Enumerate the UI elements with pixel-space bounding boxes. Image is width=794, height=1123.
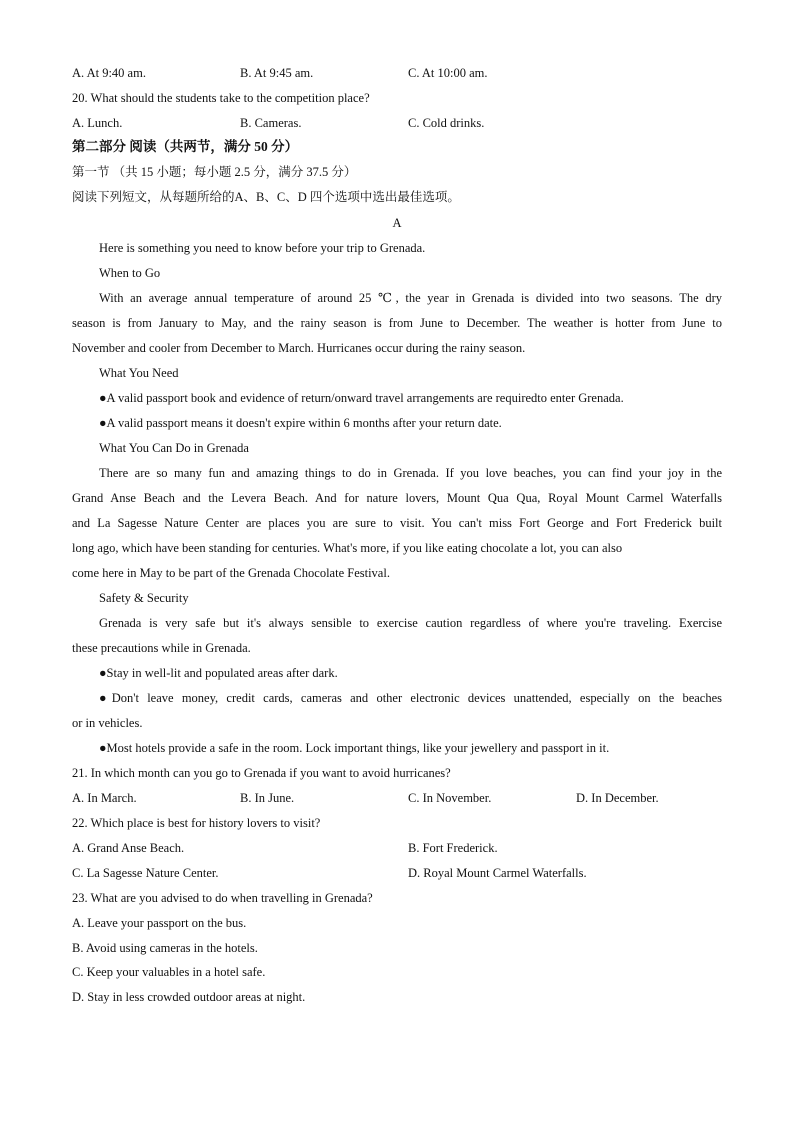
q21-option-b: B. In June. xyxy=(240,791,295,805)
need-bullet-1: ●A valid passport book and evidence of return/onward travel arrangements are requiredto enter Grenada. xyxy=(99,391,624,405)
q19-option-a: A. At 9:40 am. xyxy=(72,66,146,80)
when-line-2: season is from January to May, and the rainy season is from June to December. The weather is hotter from June to xyxy=(72,316,722,330)
q22-option-b: B. Fort Frederick. xyxy=(408,841,498,855)
do-line-1: There are so many fun and amazing things to do in Grenada. If you love beaches, you can find your joy in the xyxy=(99,466,722,480)
do-line-4: long ago, which have been standing for centuries. What's more, if you like eating chocolate a lot, you can also xyxy=(72,541,623,555)
q21-option-a: A. In March. xyxy=(72,791,137,805)
q21-option-d: D. In December. xyxy=(576,791,659,805)
q23-option-d: D. Stay in less crowded outdoor areas at night. xyxy=(72,990,306,1004)
q23-option-c: C. Keep your valuables in a hotel safe. xyxy=(72,965,266,979)
heading-safety: Safety & Security xyxy=(99,591,189,605)
q22-option-d: D. Royal Mount Carmel Waterfalls. xyxy=(408,866,587,880)
heading-when-to-go: When to Go xyxy=(99,266,161,280)
q23-option-b: B. Avoid using cameras in the hotels. xyxy=(72,941,258,955)
section-subtitle: 第一节 （共 15 小题；每小题 2.5 分，满分 37.5 分） xyxy=(72,165,357,179)
part-title: 第二部分 阅读（共两节，满分 50 分） xyxy=(72,139,299,154)
passage-intro: Here is something you need to know before your trip to Grenada. xyxy=(99,241,426,255)
heading-what-you-can-do: What You Can Do in Grenada xyxy=(99,441,249,455)
need-bullet-2: ●A valid passport means it doesn't expire within 6 months after your return date. xyxy=(99,416,502,430)
q19-option-b: B. At 9:45 am. xyxy=(240,66,314,80)
safety-line-2: these precautions while in Grenada. xyxy=(72,641,251,655)
safety-bullet-2: ●Don't leave money, credit cards, cameras and other electronic devices unattended, especially on the beaches xyxy=(99,691,722,705)
heading-what-you-need: What You Need xyxy=(99,366,179,380)
passage-label: A xyxy=(392,216,402,230)
q23-stem: 23. What are you advised to do when travelling in Grenada? xyxy=(72,891,373,905)
q20-option-c: C. Cold drinks. xyxy=(408,116,485,130)
do-line-5: come here in May to be part of the Grenada Chocolate Festival. xyxy=(72,566,390,580)
q20-stem: 20. What should the students take to the competition place? xyxy=(72,91,370,105)
q23-option-a: A. Leave your passport on the bus. xyxy=(72,916,247,930)
when-line-1: With an average annual temperature of around 25 ℃, the year in Grenada is divided into two seasons. The dry xyxy=(99,291,722,305)
do-line-2: Grand Anse Beach and the Levera Beach. And for nature lovers, Mount Qua Qua, Royal Mount Carmel Waterfalls xyxy=(72,491,722,505)
q20-option-b: B. Cameras. xyxy=(240,116,302,130)
q21-option-c: C. In November. xyxy=(408,791,492,805)
q20-option-a: A. Lunch. xyxy=(72,116,123,130)
safety-bullet-2-cont: or in vehicles. xyxy=(72,716,143,730)
safety-line-1: Grenada is very safe but it's always sensible to exercise caution regardless of where you're traveling. Exercise xyxy=(99,616,722,630)
q19-option-c: C. At 10:00 am. xyxy=(408,66,488,80)
q21-stem: 21. In which month can you go to Grenada if you want to avoid hurricanes? xyxy=(72,766,451,780)
do-line-3: and La Sagesse Nature Center are places you are sure to visit. You can't miss Fort George and Fort Frederick built xyxy=(72,516,722,530)
q22-stem: 22. Which place is best for history lovers to visit? xyxy=(72,816,321,830)
section-instruction: 阅读下列短文，从每题所给的A、B、C、D 四个选项中选出最佳选项。 xyxy=(72,190,460,204)
q22-option-c: C. La Sagesse Nature Center. xyxy=(72,866,219,880)
q22-option-a: A. Grand Anse Beach. xyxy=(72,841,185,855)
safety-bullet-3: ●Most hotels provide a safe in the room. Lock important things, like your jewellery and passport in it. xyxy=(99,741,610,755)
safety-bullet-1: ●Stay in well-lit and populated areas after dark. xyxy=(99,666,338,680)
when-line-3: November and cooler from December to March. Hurricanes occur during the rainy season. xyxy=(72,341,526,355)
